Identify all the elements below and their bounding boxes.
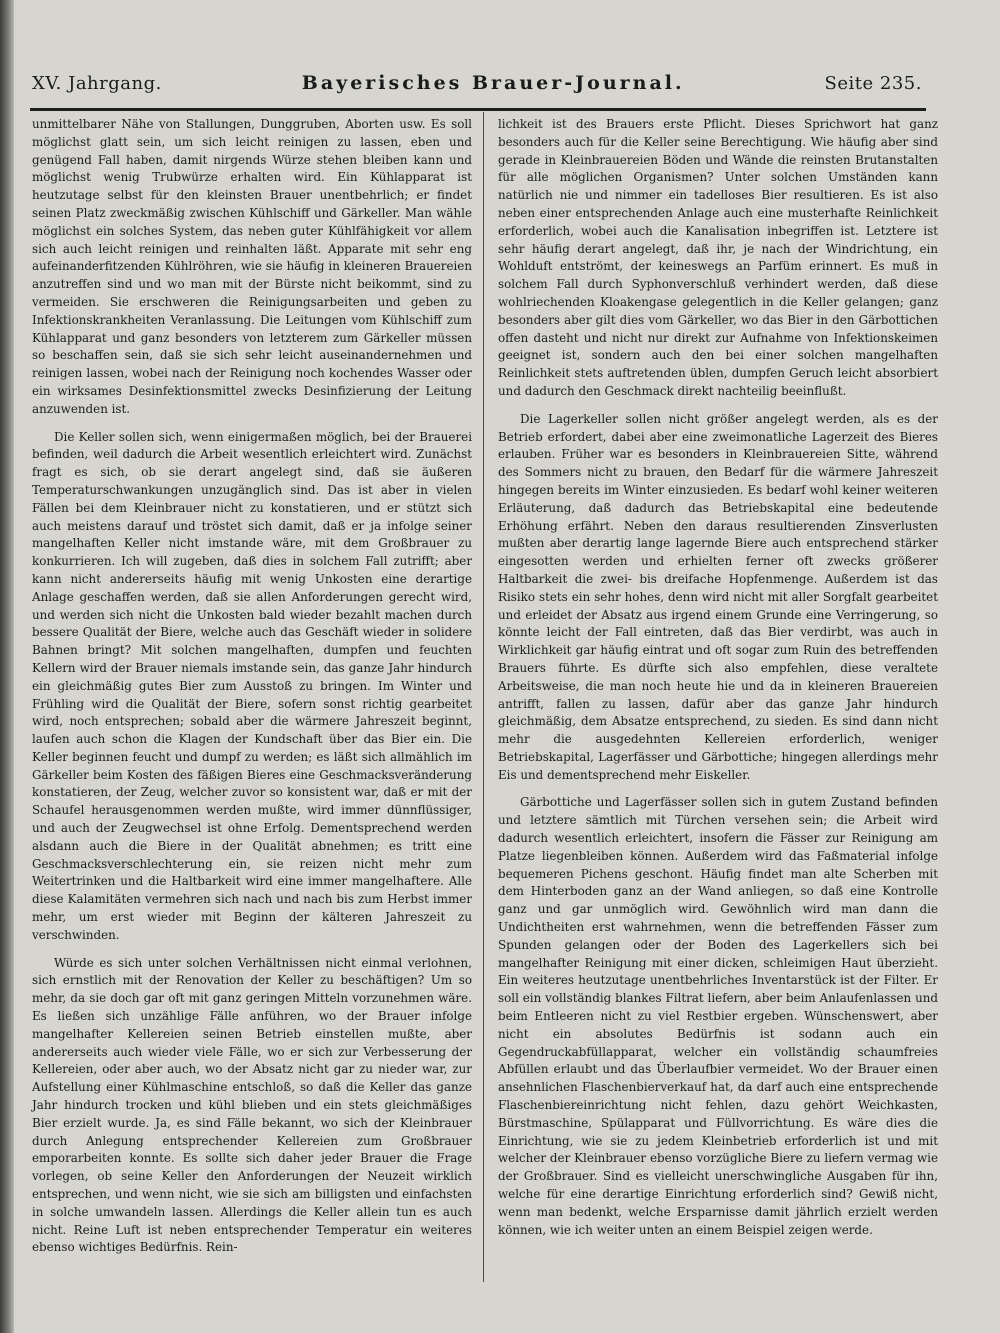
left-paragraph-1: unmittelbarer Nähe von Stallungen, Dunggruben, Aborten usw. Es soll möglichst glatt sein, um sich leicht reinigen zu lassen, eben und genügend Fall haben, damit nirgends Würze stehen bleiben kann und möglichst wenig Trubwürze erhalten wird. Ein Kühlapparat ist heutzutage selbst für den kleinsten Brauer unentbehrlich; er findet seinen Platz zweckmäßig zwischen Kühlschiff und Gärkeller. Man wähle möglichst ein solches System, das neben guter Kühlfähigkeit vor allem sich auch leicht reinigen und reinhalten läßt. Apparate mit sehr eng aufeinanderfitzenden Kühlröhren, wie sie häufig in kleineren Brauereien anzutreffen sind und wo man mit der Bürste nicht beikommt, sind zu vermeiden. Sie erschweren die Reinigungsarbeiten und geben zu Infektionskrankheiten Veranlassung. Die Leitungen vom Kühlschiff zum Kühlapparat und ganz besonders von letzterem zum Gärkeller müssen so beschaffen sein, daß sie sich sehr leicht auseinandernehmen und reinigen lassen, wobei nach der Reinigung noch kochendes Wasser oder ein wirksames Desinfektionsmittel zwecks Desinfizierung der Leitung anzuwenden ist. [32,117,472,416]
header-rule [30,108,926,111]
right-paragraph-1: lichkeit ist des Brauers erste Pflicht. Dieses Sprichwort hat ganz besonders auch für die Keller seine Berechtigung. Wie häufig aber sind gerade in Kleinbrauereien Böden und Wände die reinsten Brutanstalten für alle möglichen Organismen? Unter solchen Umständen kann natürlich nie und nimmer ein tadelloses Bier resultieren. Es ist also neben einer entsprechenden Anlage auch eine musterhafte Reinlichkeit erforderlich, wobei auch die Kanalisation inbegriffen ist. Letztere ist sehr häufig derart angelegt, daß ihr, je nach der Windrichtung, ein Wohlduft entströmt, der keineswegs an Parfüm erinnert. Es muß in solchem Fall durch Syphonverschluß verhindert werden, daß diese wohlriechenden Kloakengase gelegentlich in die Keller gelangen; ganz besonders aber gilt dies vom Gärkeller, wo das Bier in den Gärbottichen offen dasteht und nicht nur direkt zur Aufnahme von Infektionskeimen geeignet ist, sondern auch den bei einer solchen mangelhaften Reinlichkeit stets auftretenden üblen, dumpfen Geruch leicht absorbiert und dadurch den Geschmack direkt nachteilig beeinflußt. [498,117,938,398]
volume-label: XV. Jahrgang. [32,73,162,94]
page-header [32,72,922,102]
right-paragraph-3: Gärbottiche und Lagerfässer sollen sich in gutem Zustand befinden und letztere sämtlich mit Türchen versehen sein; die Arbeit wird dadurch wesentlich erleichtert, insofern die Fässer zur Reinigung am Platze liegenbleiben können. Außerdem wird das Faßmaterial infolge bequemeren Pichens geschont. Häufig findet man alte Scherben mit dem Hinterboden ganz an der Wand anliegen, so daß eine Kontrolle ganz und gar unmöglich wird. Gewöhnlich wird man dann die Undichtheiten erst wahrnehmen, wenn die betreffenden Fässer zum Spunden gelangen oder der Boden des Lagerkellers sich bei mangelhafter Reinigung mit einer dicken, schleimigen Haut überzieht. Ein weiteres heutzutage unentbehrliches Inventarstück ist der Filter. Er soll ein vollständig blankes Filtrat liefern, aber beim Anlaufenlassen und beim Entleeren nicht zu viel Restbier ergeben. Wünschenswert, aber nicht ein absolutes Bedürfnis ist sodann auch ein Gegendruckabfüllapparat, welcher ein vollständig schaumfreies Abfüllen erlaubt und das Überlaufbier vermeidet. Wo der Brauer einen ansehnlichen Flaschenbierverkauf hat, da darf auch eine entsprechende Flaschenbiereinrichtung nicht fehlen, dazu gehört Weichkasten, Bürstmaschine, Spülapparat und Füllvorrichtung. Es wäre dies die Einrichtung, wie sie zu jedem Kleinbetrieb erforderlich ist und mit welcher der Kleinbrauer ebenso vorzügliche Biere zu liefern vermag wie der Großbrauer. Sind es vielleicht unerschwingliche Ausgaben für ihn, welche für eine derartige Einrichtung erforderlich sind? Gewiß nicht, wenn man bedenkt, welche Ersparnisse damit jährlich erzielt werden können, wie ich weiter unten an einem Beispiel zeigen werde. [498,795,938,1237]
left-column [32,116,472,1257]
left-paragraph-3: Würde es sich unter solchen Verhältnissen nicht einmal verlohnen, sich ernstlich mit der Renovation der Keller zu beschäftigen? Um so mehr, da sie doch gar oft mit ganz geringen Mitteln vorzunehmen wäre. Es ließen sich unzählige Fälle anführen, wo der Brauer infolge mangelhafter Kellereien seinen Betrieb einstellen mußte, aber andererseits auch wieder viele Fälle, wo er sich zur Verbesserung der Kellereien, oder aber auch, wo der Absatz nicht gar zu nieder war, zur Aufstellung einer Kühlmaschine entschloß, so daß die Keller das ganze Jahr hindurch trocken und kühl blieben und ein stets gleichmäßiges Bier erzielt wurde. Ja, es sind Fälle bekannt, wo sich der Kleinbrauer durch Anlegung entsprechender Kellereien zum Großbrauer emporarbeiten konnte. Es sollte sich daher jeder Brauer die Frage vorlegen, ob seine Keller den Anforderungen der Neuzeit wirklich entsprechen, und wenn nicht, wie sie sich am billigsten und einfachsten in solche umwandeln lassen. Allerdings die Keller allein tun es auch nicht. Reine Luft ist neben entsprechender Temperatur ein weiteres ebenso wichtiges Bedürfnis. Rein- [32,955,472,1255]
book-binding-edge [0,0,14,1333]
right-paragraph-2: Die Lagerkeller sollen nicht größer angelegt werden, als es der Betrieb erfordert, dabei aber eine zweimonatliche Lagerzeit des Bieres erlauben. Früher war es besonders in Kleinbrauereien Sitte, während des Sommers nicht zu brauen, den Bedarf für die wärmere Jahreszeit hingegen bereits im Winter einzusieden. Es bedarf wohl keiner weiteren Erläuterung, daß dadurch das Betriebskapital eine bedeutende Erhöhung erfährt. Neben den daraus resultierenden Zinsverlusten mußten aber derartig lange lagernde Biere auch entsprechend stärker eingesotten werden und erhielten ferner oft zwecks größerer Haltbarkeit die zwei- bis dreifache Hopfenmenge. Außerdem ist das Risiko stets ein sehr hohes, denn wird nicht mit aller Sorgfalt gearbeitet und erleidet der Absatz aus irgend einem Grunde eine Verringerung, so könnte leicht der Fall eintreten, daß das Bier verdirbt, was auch in Wirklichkeit gar häufig eintrat und oft sogar zum Ruin des betreffenden Brauers führte. Es dürfte sich also empfehlen, diese veraltete Arbeitsweise, die man noch heute hie und da in kleineren Brauereien antrifft, fallen zu lassen, dafür aber das ganze Jahr hindurch gleichmäßig, dem Absatze entsprechend, zu sieden. Es sind dann nicht mehr die ausgedehnten Kellereien erforderlich, weniger Betriebskapital, Lagerfässer und Gärbottiche; hingegen allerdings mehr Eis und dementsprechend mehr Eiskeller. [498,411,938,782]
journal-title: Bayerisches Brauer-Journal. [301,72,685,94]
page-number: Seite 235. [824,73,922,94]
column-divider [483,112,484,1282]
left-paragraph-2: Die Keller sollen sich, wenn einigermaßen möglich, bei der Brauerei befinden, weil dadurch die Arbeit wesentlich erleichtert wird. Zunächst fragt es sich, ob sie derart angelegt sind, daß sie äußeren Temperaturschwankungen unzugänglich sind. Das ist aber in vielen Fällen bei dem Kleinbrauer nicht zu konstatieren, und er stützt sich auch meistens darauf und tröstet sich damit, daß er ja infolge seiner mangelhaften Keller nicht imstande wäre, mit dem Großbrauer zu konkurrieren. Ich will zugeben, daß dies in solchem Fall zutrifft; aber kann nicht andererseits häufig mit wenig Unkosten eine derartige Anlage geschaffen werden, daß sie allen Anforderungen gerecht wird, und werden sich nicht die Unkosten bald wieder bezahlt machen durch bessere Qualität der Biere, welche auch das Geschäft wieder in solidere Bahnen bringt? Mit solchen mangelhaften, dumpfen und feuchten Kellern wird der Brauer niemals imstande sein, das ganze Jahr hindurch ein gleichmäßig gutes Bier zum Ausstoß zu bringen. Im Winter und Frühling wird die Qualität der Biere, sofern sonst richtig gearbeitet wird, noch entsprechen; sobald aber die wärmere Jahreszeit beginnt, laufen auch schon die Klagen der Kundschaft über das Bier ein. Die Keller beginnen feucht und dumpf zu werden; es läßt sich allmählich im Gärkeller beim Kosten des fäßigen Bieres eine Geschmacksveränderung konstatieren, der Zeug, welcher zuvor so konsistent war, daß er mit der Schaufel herausgenommen werden mußte, wird immer dünnflüssiger, und auch der Zeugwechsel ist ohne Erfolg. Dementsprechend werden alsdann auch die Biere in der Qualität abnehmen; es tritt eine Geschmacksverschlechterung ein, sie reizen nicht mehr zum Weitertrinken und die Haltbarkeit wird eine immer mangelhaftere. Alle diese Kalamitäten vermehren sich nach und nach bis zum Herbst immer mehr, um erst wieder mit Beginn der kälteren Jahreszeit zu verschwinden. [32,429,472,942]
right-column [498,116,938,1239]
